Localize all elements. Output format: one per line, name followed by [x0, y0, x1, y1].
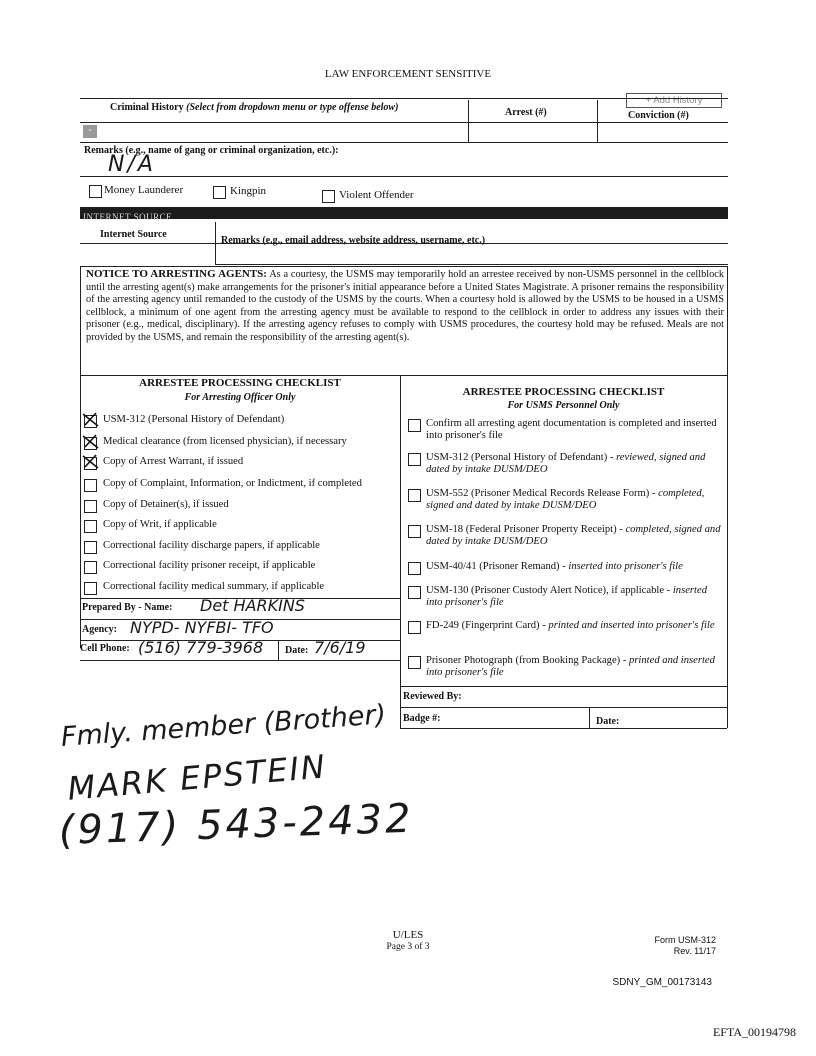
left-checklist-item-label: Copy of Arrest Warrant, if issued	[103, 456, 244, 467]
reviewed-by-input[interactable]	[470, 689, 725, 705]
remarks-handwritten-value: N/A	[108, 152, 156, 177]
remarks-label: Remarks (e.g., name of gang or criminal organization, etc.):	[84, 145, 339, 156]
right-checklist-item-label	[426, 524, 722, 548]
cell-phone-value: (516) 779-3968	[138, 638, 264, 657]
handwritten-check-mark	[82, 412, 100, 428]
remove-row-button[interactable]: -	[83, 125, 97, 138]
footer-page-number: Page 3 of 3	[386, 942, 430, 952]
handwritten-check-mark	[82, 434, 100, 450]
right-checklist-item-main: Prisoner Photograph (from Booking Package) -	[426, 655, 630, 666]
right-checklist-checkbox[interactable]	[408, 453, 421, 466]
agency-label: Agency:	[82, 624, 117, 635]
handwritten-note-line1: Fmly. member (Brother)	[60, 699, 388, 753]
right-checklist-item-main: Confirm all arresting agent documentation is completed and inserted into prisoner's file	[426, 418, 717, 441]
cell-phone-label: Cell Phone:	[80, 643, 130, 654]
right-checklist-item-label	[426, 561, 722, 573]
left-checklist-item-label: Correctional facility medical summary, if applicable	[103, 581, 325, 592]
right-checklist-checkbox[interactable]	[408, 419, 421, 432]
right-checklist-item-main: USM-312 (Personal History of Defendant) -	[426, 452, 617, 463]
right-checklist-item-label	[426, 585, 722, 609]
right-checklist-checkbox[interactable]	[408, 656, 421, 669]
classification-header: LAW ENFORCEMENT SENSITIVE	[324, 68, 492, 80]
right-checklist-checkbox[interactable]	[408, 621, 421, 634]
footer-form-id: Form USM-312	[654, 935, 716, 945]
criminal-history-title: Criminal History (Select from dropdown menu or type offense below)	[110, 102, 399, 113]
footer-revision: Rev. 11/17	[673, 946, 716, 956]
badge-input[interactable]	[450, 710, 585, 726]
left-checklist-item-label: Copy of Detainer(s), if issued	[103, 499, 229, 510]
internet-source-band: INTERNET SOURCE	[80, 207, 728, 219]
prepared-by-value: Det HARKINS	[200, 596, 305, 615]
right-checklist-item-main: USM-40/41 (Prisoner Remand) -	[426, 561, 569, 572]
notice-text: NOTICE TO ARRESTING AGENTS: As a courtesy, the USMS may temporarily hold an arrestee received by non-USMS personnel in the cellblock until the arresting agent(s) make arrangements for the prisoner's initial appearance before a United States Magistrate. A prisoner remains the responsibility of the arresting agency until remanded to the custody of the USMS by the courts. When a courtesy hold is allowed by the USMS to be housed in a USMS cellblock, a minimum of one agent from the arresting agency must be available to respond to the cellblock in order to address any issues with their prisoner (e.g., medical, disciplinary). If the arresting agency refuses to comply with USMS procedures, the courtesy hold may be refused. Meals are not provided by the USMS, and remain the responsibility of the arresting agent(s).	[86, 268, 724, 343]
review-date-input[interactable]	[628, 710, 725, 726]
left-checklist-item-label: Correctional facility prisoner receipt, if applicable	[103, 560, 316, 571]
handwritten-check-mark	[82, 454, 100, 470]
review-date-label: Date:	[596, 716, 620, 727]
add-history-button[interactable]: + Add History	[626, 93, 722, 108]
right-checklist-checkbox[interactable]	[408, 525, 421, 538]
badge-label: Badge #:	[403, 713, 441, 724]
internet-remarks-column: Remarks (e.g., email address, website address, username, etc.)	[221, 235, 486, 246]
arrest-column-header: Arrest (#)	[505, 107, 547, 118]
handwritten-note-line3: (917) 543-2432	[58, 795, 415, 854]
right-checklist-checkbox[interactable]	[408, 489, 421, 502]
arrest-count-input[interactable]	[470, 124, 595, 140]
left-checklist-checkbox[interactable]	[84, 541, 97, 554]
right-checklist-title: ARRESTEE PROCESSING CHECKLIST	[462, 386, 665, 398]
left-checklist-checkbox[interactable]	[84, 582, 97, 595]
handwritten-note-line2: MARK EPSTEIN	[66, 747, 329, 808]
bates-number: SDNY_GM_00173143	[612, 977, 712, 988]
money-launderer-label: Money Launderer	[104, 184, 184, 196]
offense-input[interactable]	[100, 124, 466, 140]
right-checklist-item-main: USM-18 (Federal Prisoner Property Receipt) -	[426, 524, 626, 535]
right-checklist-checkbox[interactable]	[408, 586, 421, 599]
right-checklist-item-instruction: reviewed, signed and dated by intake DUSM/DEO	[426, 452, 706, 475]
right-checklist-item-instruction: inserted into prisoner's file	[568, 561, 683, 572]
right-checklist-item-label	[426, 488, 722, 512]
right-checklist-subtitle: For USMS Personnel Only	[507, 400, 620, 411]
left-checklist-checkbox[interactable]	[84, 479, 97, 492]
left-checklist-item-label: USM-312 (Personal History of Defendant)	[103, 414, 285, 425]
right-checklist-item-label	[426, 655, 722, 679]
left-checklist-checkbox[interactable]	[84, 520, 97, 533]
left-checklist-title: ARRESTEE PROCESSING CHECKLIST	[139, 377, 341, 389]
internet-source-column: Internet Source	[100, 229, 167, 240]
left-checklist-subtitle: For Arresting Officer Only	[184, 392, 296, 403]
left-checklist-item-label: Copy of Writ, if applicable	[103, 519, 217, 530]
left-checklist-item-label: Copy of Complaint, Information, or Indictment, if completed	[103, 478, 362, 489]
conviction-count-input[interactable]	[599, 124, 727, 140]
right-checklist-item-main: FD-249 (Fingerprint Card) -	[426, 620, 549, 631]
right-checklist-checkbox[interactable]	[408, 562, 421, 575]
right-checklist-item-instruction: printed and inserted into prisoner's file	[548, 620, 715, 631]
right-checklist-item-main: USM-552 (Prisoner Medical Records Release Form) -	[426, 488, 659, 499]
violent-offender-checkbox[interactable]	[322, 190, 335, 203]
violent-offender-label: Violent Offender	[339, 189, 414, 201]
conviction-column-header: Conviction (#)	[628, 110, 689, 121]
money-launderer-checkbox[interactable]	[89, 185, 102, 198]
right-checklist-item-instruction: completed, signed and dated by intake DUSM/DEO	[426, 488, 705, 511]
right-checklist-item-instruction: printed and inserted into prisoner's file	[426, 655, 715, 678]
efta-number: EFTA_00194798	[712, 1025, 796, 1039]
date-value: 7/6/19	[314, 638, 366, 657]
left-checklist-checkbox[interactable]	[84, 500, 97, 513]
left-checklist-item-label: Correctional facility discharge papers, if applicable	[103, 540, 320, 551]
right-checklist-item-label	[426, 452, 722, 476]
prepared-by-label: Prepared By - Name:	[82, 602, 173, 613]
right-checklist-item-main: USM-130 (Prisoner Custody Alert Notice), if applicable -	[426, 585, 673, 596]
right-checklist-item-instruction: inserted into prisoner's file	[426, 585, 707, 608]
left-checklist-item-label: Medical clearance (from licensed physician), if necessary	[103, 436, 347, 447]
internet-remarks-input[interactable]	[217, 246, 726, 262]
kingpin-label: Kingpin	[230, 185, 267, 197]
kingpin-checkbox[interactable]	[213, 186, 226, 199]
right-checklist-item-label	[426, 418, 722, 442]
footer-classification: U/LES	[392, 929, 424, 941]
date-label: Date:	[285, 645, 309, 656]
agency-value: NYPD- NYFBI- TFO	[130, 618, 274, 637]
right-checklist-item-label	[426, 620, 722, 632]
left-checklist-checkbox[interactable]	[84, 561, 97, 574]
reviewed-by-label: Reviewed By:	[403, 691, 462, 702]
right-checklist-item-instruction: completed, signed and dated by intake DUSM/DEO	[426, 524, 721, 547]
